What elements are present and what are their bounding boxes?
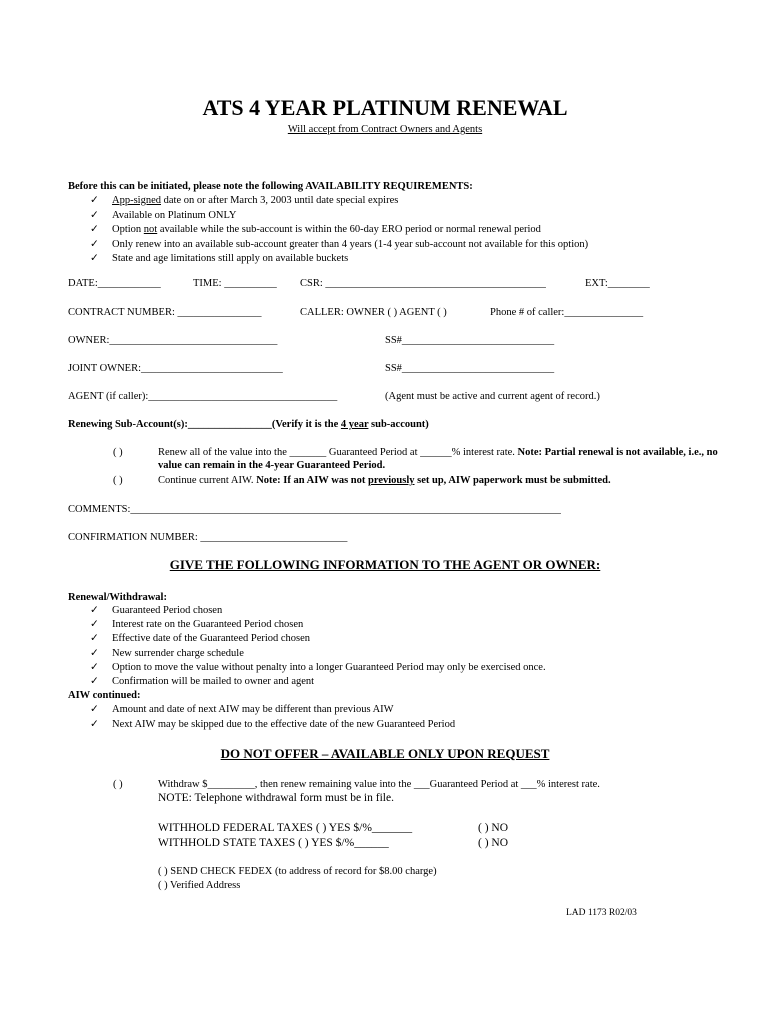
withhold-state-field[interactable]: WITHHOLD STATE TAXES ( ) YES $/%______ (158, 837, 389, 849)
availability-text-rest: available while the sub-account is within the 60-day ERO period or normal renewal period (157, 224, 541, 235)
renewing-suffix: sub-account) (368, 419, 429, 430)
checklist-item (90, 675, 314, 688)
joint-owner-ss-field[interactable]: SS#_____________________________ (385, 363, 555, 374)
option-renew-note: Note: Partial renewal is not available, i.e., no value can remain in the 4-year Guaranteed Period. (158, 447, 718, 471)
agent-field[interactable]: AGENT (if caller):____________________________________ (68, 391, 338, 402)
checklist-item (90, 647, 244, 660)
ext-field[interactable]: EXT:________ (585, 278, 650, 289)
checklist-text: New surrender charge schedule (112, 647, 244, 659)
checklist-item (90, 618, 303, 631)
check-icon: ✓ (90, 253, 99, 264)
caller-field[interactable]: CALLER: OWNER ( ) AGENT ( ) (300, 307, 447, 318)
check-icon: ✓ (90, 195, 99, 206)
renewing-label: Renewing Sub-Account(s):________________(Verify it is the (68, 419, 341, 430)
checklist-text: Effective date of the Guaranteed Period chosen (112, 633, 311, 645)
check-icon: ✓ (90, 661, 99, 673)
checklist-item (90, 661, 546, 674)
csr-field[interactable]: CSR: __________________________________________ (300, 278, 546, 289)
option-renew-checkbox[interactable]: ( ) (113, 447, 123, 458)
withhold-federal-field[interactable]: WITHHOLD FEDERAL TAXES ( ) YES $/%_______ (158, 822, 413, 834)
availability-emphasis: App-signed (112, 195, 161, 206)
aiw-continued-label: AIW continued: (68, 690, 141, 701)
availability-item (90, 223, 541, 236)
date-field[interactable]: DATE:____________ (68, 278, 161, 289)
check-icon: ✓ (90, 647, 99, 659)
form-code: LAD 1173 R02/03 (566, 908, 637, 918)
checklist-item (90, 604, 222, 617)
send-check-fedex-option[interactable]: ( ) SEND CHECK FEDEX (to address of record for $8.00 charge) (158, 866, 437, 877)
availability-text: Option (112, 224, 144, 235)
withdraw-note: NOTE: Telephone withdrawal form must be in file. (158, 792, 394, 804)
check-icon: ✓ (90, 209, 99, 221)
withdraw-text: Withdraw $_________, then renew remaining value into the ___Guaranteed Period at ___% interest rate. (158, 779, 600, 790)
option-renew-text (158, 446, 728, 472)
owner-ss-field[interactable]: SS#_____________________________ (385, 335, 555, 346)
check-icon: ✓ (90, 704, 99, 715)
checklist-text: Confirmation will be mailed to owner and agent (112, 676, 315, 687)
page-title: ATS 4 YEAR PLATINUM RENEWAL (202, 95, 568, 120)
withdraw-checkbox[interactable]: ( ) (113, 779, 123, 790)
joint-owner-field[interactable]: JOINT OWNER:___________________________ (68, 363, 283, 374)
check-icon: ✓ (90, 605, 99, 616)
check-icon: ✓ (90, 619, 99, 631)
option-aiw-note (256, 475, 610, 486)
check-icon: ✓ (90, 224, 99, 235)
verified-address-option[interactable]: ( ) Verified Address (158, 880, 241, 891)
do-not-offer-heading: DO NOT OFFER – AVAILABLE ONLY UPON REQUEST (220, 746, 550, 761)
checklist-item (90, 718, 455, 731)
renewing-sub-account-field[interactable] (68, 418, 429, 431)
availability-emphasis: not (143, 224, 158, 235)
option-aiw-main: Continue current AIW. (158, 475, 254, 486)
checklist-text: Next AIW may be skipped due to the effective date of the new Guaranteed Period (112, 718, 456, 730)
availability-item (90, 238, 588, 251)
agent-note: (Agent must be active and current agent of record.) (385, 391, 600, 402)
availability-text-rest: date on or after March 3, 2003 until date special expires (161, 195, 399, 206)
time-field[interactable]: TIME: __________ (193, 278, 277, 289)
availability-item (90, 209, 236, 222)
checklist-text: Guaranteed Period chosen (112, 605, 223, 616)
checklist-text: Amount and date of next AIW may be different than previous AIW (112, 704, 394, 715)
aiw-note-underline: previously (368, 475, 415, 486)
owner-field[interactable]: OWNER:________________________________ (68, 335, 278, 346)
comments-field[interactable]: COMMENTS:__________________________________________________________________________________ (68, 504, 561, 515)
availability-heading: Before this can be initiated, please note the following AVAILABILITY REQUIREMENTS: (68, 181, 473, 192)
aiw-note-pre: Note: If an AIW was not (256, 475, 369, 486)
contract-number-field[interactable]: CONTRACT NUMBER: ________________ (68, 307, 262, 318)
availability-item (90, 252, 348, 265)
renewing-term: 4 year (340, 419, 369, 430)
withhold-state-no[interactable]: ( ) NO (478, 837, 509, 849)
check-icon: ✓ (90, 633, 99, 645)
check-icon: ✓ (90, 676, 99, 687)
checklist-text: Option to move the value without penalty into a longer Guaranteed Period may only be exercised once. (112, 661, 546, 673)
check-icon: ✓ (90, 238, 99, 250)
availability-text: Available on Platinum ONLY (112, 209, 237, 221)
option-aiw-checkbox[interactable]: ( ) (113, 475, 123, 486)
checklist-text: Interest rate on the Guaranteed Period chosen (112, 619, 304, 631)
give-info-heading: GIVE THE FOLLOWING INFORMATION TO THE AGENT OR OWNER: (169, 557, 601, 572)
availability-text: State and age limitations still apply on available buckets (112, 253, 349, 264)
phone-field[interactable]: Phone # of caller:_______________ (490, 307, 644, 318)
option-renew-main: Renew all of the value into the _______ Guaranteed Period at ______% interest rate. (158, 447, 515, 458)
page-subtitle: Will accept from Contract Owners and Agents (287, 124, 483, 135)
checklist-item (90, 632, 310, 645)
checklist-item (90, 703, 394, 716)
withhold-federal-no[interactable]: ( ) NO (478, 822, 509, 834)
availability-text: Only renew into an available sub-account greater than 4 years (1-4 year sub-account not available for this option) (112, 238, 589, 250)
confirmation-number-field[interactable]: CONFIRMATION NUMBER: ____________________________ (68, 532, 348, 543)
renewal-withdrawal-label: Renewal/Withdrawal: (68, 592, 167, 603)
check-icon: ✓ (90, 718, 99, 730)
aiw-note-post: set up, AIW paperwork must be submitted. (414, 475, 611, 486)
availability-item (90, 194, 398, 207)
option-aiw-text (158, 474, 611, 487)
